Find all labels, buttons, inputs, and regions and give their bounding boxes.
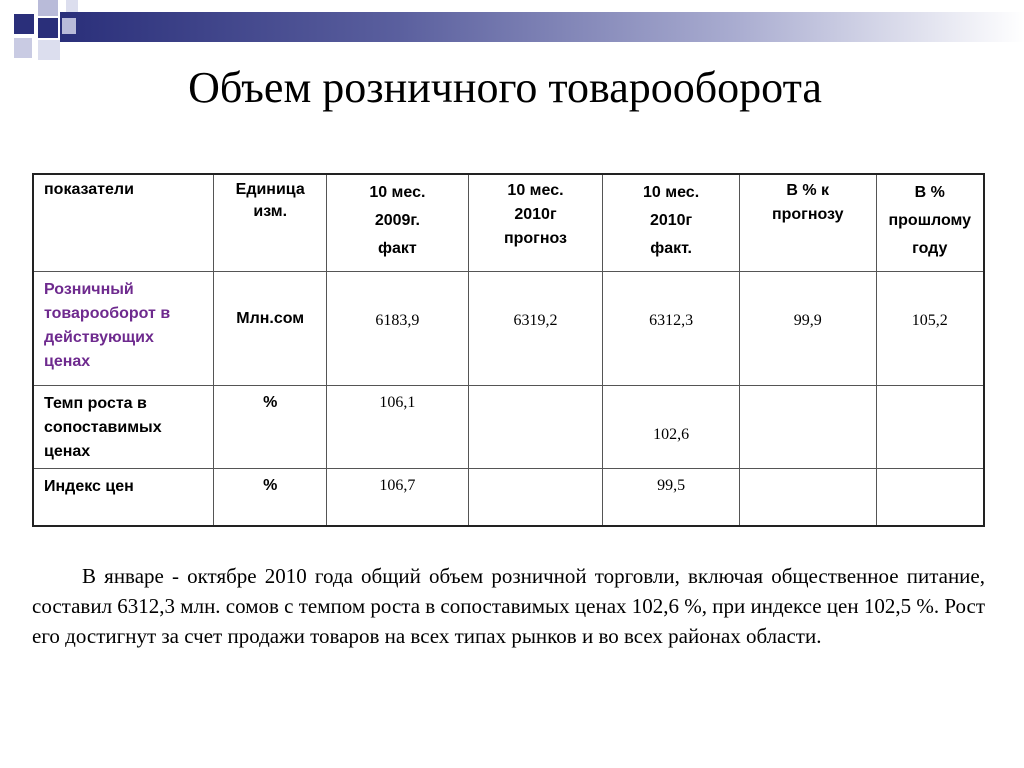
- table-row: [33, 468, 984, 526]
- slide-title: Объем розничного товарооборота: [188, 63, 822, 112]
- gradient-band: [60, 12, 1024, 42]
- table-cell: 6183,9: [327, 271, 469, 385]
- row-label: Темп роста в сопоставимых ценах: [33, 385, 214, 468]
- header-2009-fact: 10 мес. 2009г. факт: [327, 174, 469, 271]
- table-row: [33, 385, 984, 468]
- table-cell: 106,7: [327, 468, 469, 526]
- summary-paragraph: В январе - октябре 2010 года общий объем розничной торговли, включая общественное питание, составил 6312,3 млн. сомов с темпом роста в сопоставимых ценах 102,6 %, при индексе цен 102,5 %. Рост его достигнут за счет продажи товаров на всех типах рынков и во всех районах области.: [32, 564, 986, 648]
- row-unit: %: [214, 468, 327, 526]
- header-2010-fact: 10 мес. 2010г факт.: [603, 174, 740, 271]
- corner-square: [14, 38, 32, 58]
- header-unit: Единица изм.: [214, 174, 327, 271]
- table-cell: [876, 468, 984, 526]
- table-cell: 106,1: [327, 385, 469, 468]
- table-header-row: [33, 174, 984, 271]
- header-indicators: показатели: [33, 174, 214, 271]
- table-cell: 105,2: [876, 271, 984, 385]
- corner-square: [62, 18, 76, 34]
- corner-square: [38, 18, 58, 38]
- header-percent-last-year: В % прошлому году: [876, 174, 984, 271]
- row-unit: Млн.сом: [214, 271, 327, 385]
- table-cell: [468, 468, 603, 526]
- corner-square: [38, 0, 58, 16]
- table-cell: 99,9: [739, 271, 876, 385]
- row-label: Розничный товарооборот в действующих ценах: [33, 271, 214, 385]
- table-row: [33, 271, 984, 385]
- table-cell: 102,6: [603, 385, 740, 468]
- table-cell: 6319,2: [468, 271, 603, 385]
- table-cell: [468, 385, 603, 468]
- table-cell: 99,5: [603, 468, 740, 526]
- corner-square: [38, 40, 60, 60]
- row-unit: %: [214, 385, 327, 468]
- table-cell: [876, 385, 984, 468]
- table-cell: 6312,3: [603, 271, 740, 385]
- table-cell: [739, 468, 876, 526]
- corner-square: [66, 0, 78, 12]
- row-label: Индекс цен: [33, 468, 214, 526]
- table-cell: [739, 385, 876, 468]
- retail-turnover-table: [32, 173, 985, 527]
- header-2010-forecast: 10 мес. 2010г прогноз: [468, 174, 603, 271]
- header-percent-forecast: В % к прогнозу: [739, 174, 876, 271]
- corner-square: [14, 14, 34, 34]
